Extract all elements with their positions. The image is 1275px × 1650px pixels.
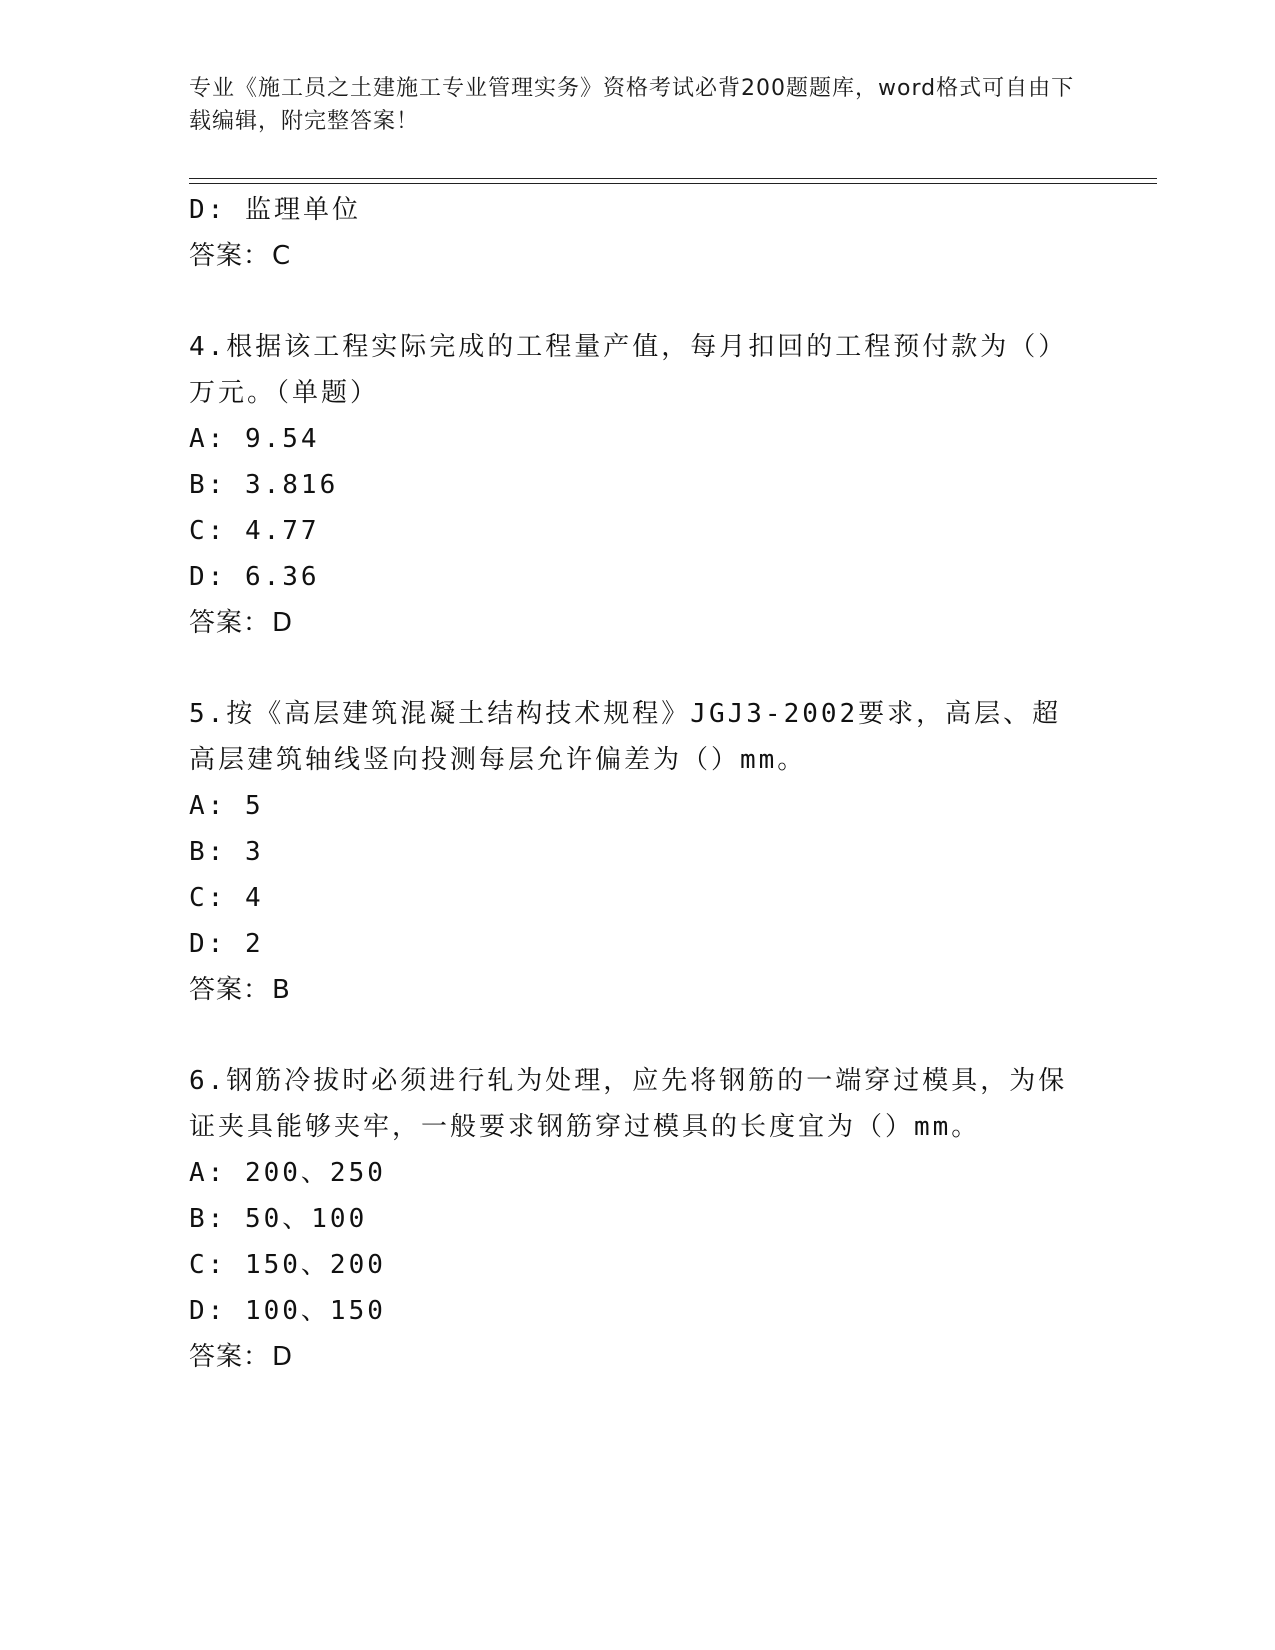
prev-question-tail [189, 187, 1089, 279]
option-letter: D: [189, 1296, 227, 1326]
option-line [189, 187, 1089, 233]
option-letter: A: [189, 424, 227, 454]
question-stem: 6.钢筋冷拔时必须进行轧为处理，应先将钢筋的一端穿过模具，为保证夹具能够夹牢，一般要求钢筋穿过模具的长度宜为（）mm。 [189, 1066, 1068, 1142]
option-text: 150、200 [244, 1250, 386, 1280]
answer-value: D [272, 1342, 294, 1372]
option-letter: C: [189, 1250, 227, 1280]
option-letter: D: [189, 195, 227, 225]
question-stem: 5.按《高层建筑混凝土结构技术规程》JGJ3-2002要求，高层、超高层建筑轴线竖向投测每层允许偏差为（）mm。 [189, 699, 1062, 775]
option-line [189, 554, 1089, 600]
option-letter: C: [189, 883, 227, 913]
option-text: 4 [244, 883, 264, 913]
option-letter: D: [189, 929, 227, 959]
option-line [189, 462, 1089, 508]
answer-value: B [272, 975, 291, 1005]
answer-label: 答案： [189, 1342, 271, 1372]
option-letter: C: [189, 516, 227, 546]
option-line [189, 829, 1089, 875]
option-line [189, 1150, 1089, 1196]
option-letter: A: [189, 1158, 227, 1188]
answer-label: 答案： [189, 241, 271, 271]
option-text: 监理单位 [244, 195, 361, 225]
option-line [189, 508, 1089, 554]
option-line [189, 1288, 1089, 1334]
document-header: 专业《施工员之土建施工专业管理实务》资格考试必背200题题库，word格式可自由下载编辑，附完整答案！ [189, 76, 1075, 134]
option-text: 3 [244, 837, 264, 867]
option-line [189, 783, 1089, 829]
answer-line [189, 600, 1089, 646]
option-letter: B: [189, 837, 227, 867]
option-text: 9.54 [244, 424, 320, 454]
question-block [189, 1058, 1089, 1380]
question-block [189, 691, 1089, 1013]
option-line [189, 1242, 1089, 1288]
option-line [189, 921, 1089, 967]
question-block [189, 324, 1089, 646]
option-letter: D: [189, 562, 227, 592]
header-rule-top [189, 178, 1157, 179]
option-line [189, 416, 1089, 462]
answer-line [189, 967, 1089, 1013]
option-text: 6.36 [244, 562, 320, 592]
document-body [189, 187, 1089, 1380]
answer-value: D [272, 608, 294, 638]
answer-label: 答案： [189, 975, 271, 1005]
answer-value: C [272, 241, 292, 271]
option-letter: A: [189, 791, 227, 821]
option-text: 100、150 [244, 1296, 386, 1326]
answer-line [189, 233, 1089, 279]
option-text: 200、250 [244, 1158, 386, 1188]
option-letter: B: [189, 1204, 227, 1234]
option-text: 4.77 [244, 516, 320, 546]
option-letter: B: [189, 470, 227, 500]
answer-line [189, 1334, 1089, 1380]
option-text: 5 [244, 791, 264, 821]
option-text: 2 [244, 929, 264, 959]
answer-label: 答案： [189, 608, 271, 638]
option-text: 3.816 [244, 470, 339, 500]
header-rule-bottom [189, 183, 1157, 184]
option-line [189, 875, 1089, 921]
option-text: 50、100 [244, 1204, 368, 1234]
option-line [189, 1196, 1089, 1242]
question-stem: 4.根据该工程实际完成的工程量产值，每月扣回的工程预付款为（）万元。（单题） [189, 332, 1068, 408]
